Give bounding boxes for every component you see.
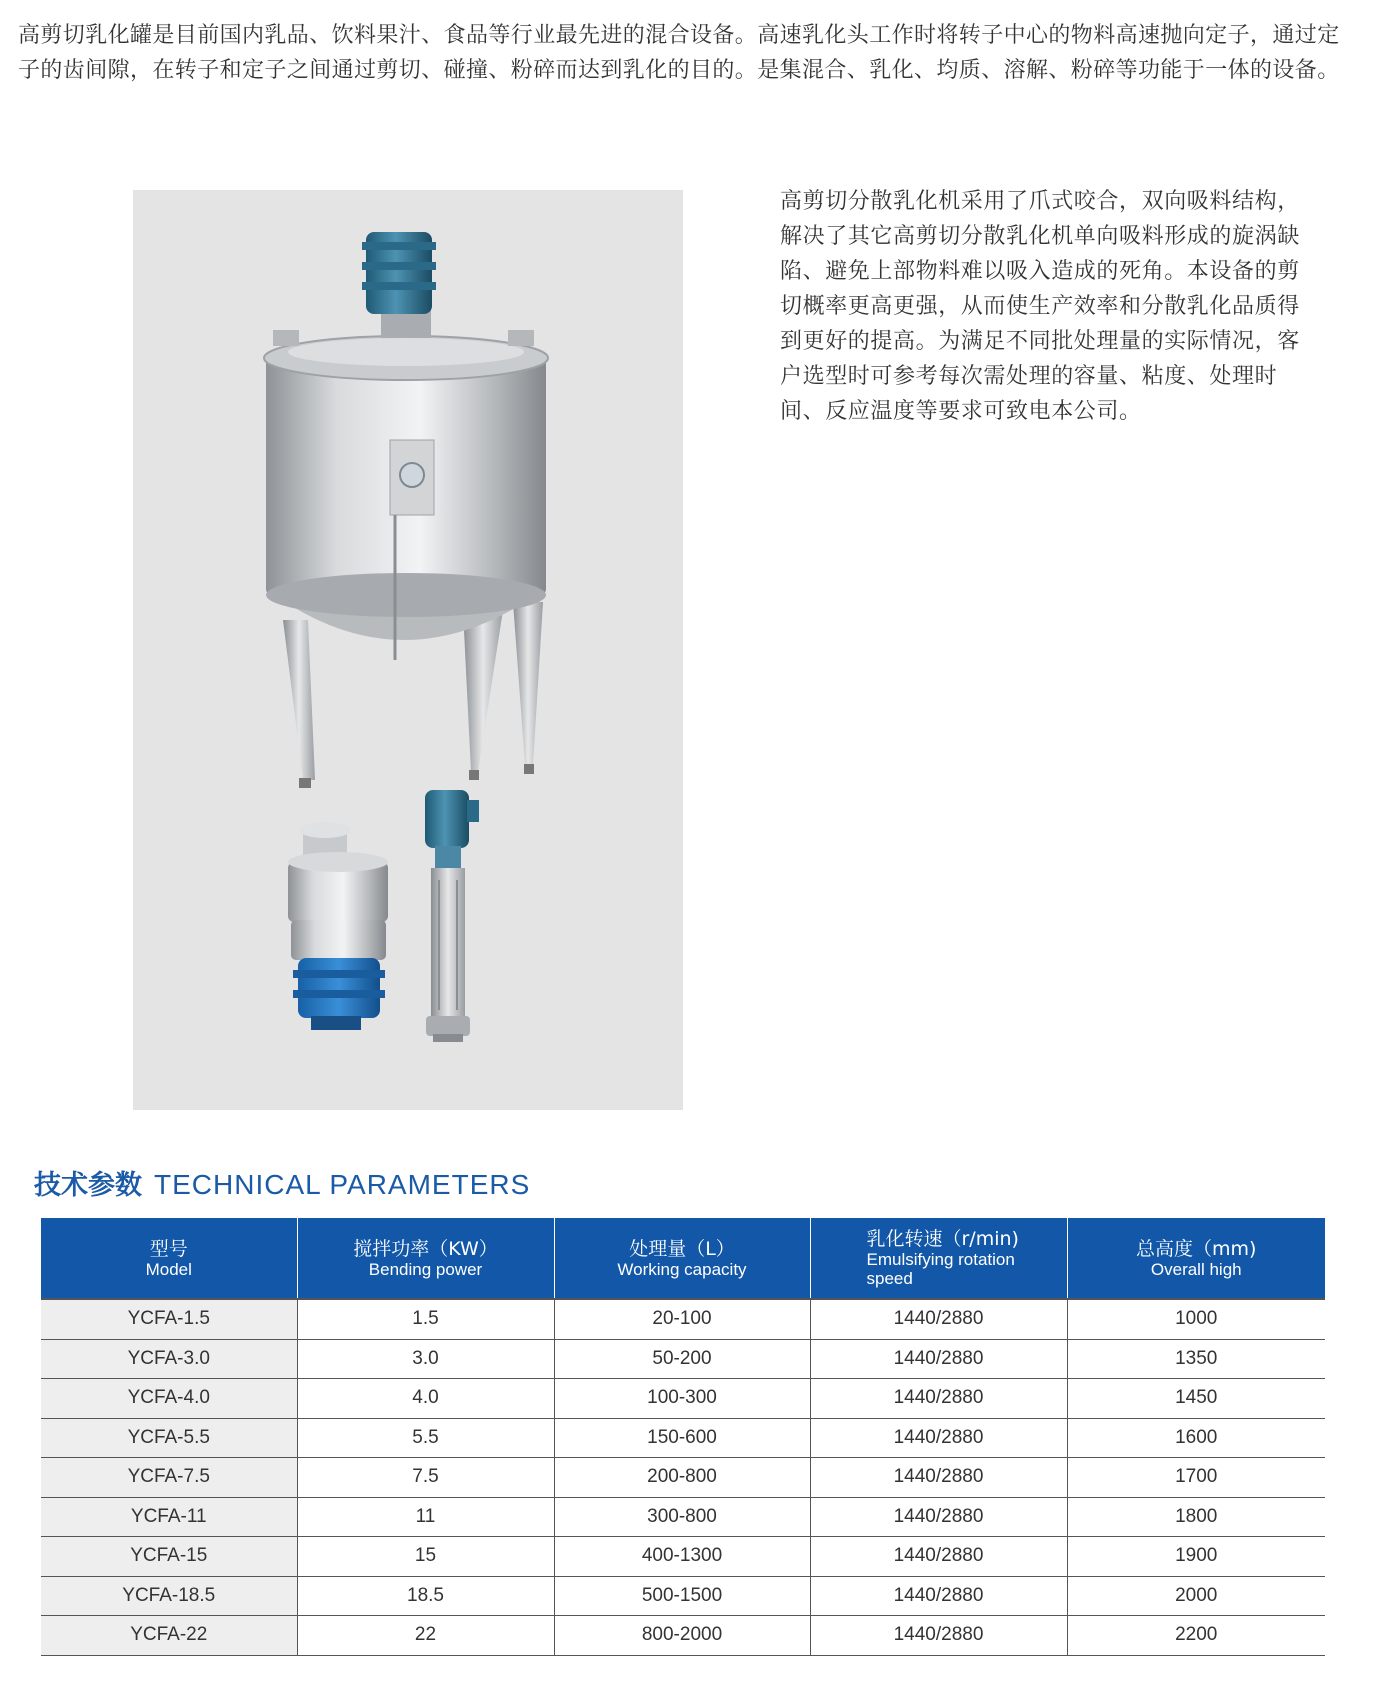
cell-capacity: 100-300 (554, 1379, 810, 1419)
cell-model: YCFA-3.0 (41, 1339, 297, 1379)
cell-height: 1600 (1067, 1418, 1325, 1458)
header-bending-power (297, 1218, 554, 1299)
cell-power: 5.5 (297, 1418, 554, 1458)
table-row (41, 1537, 1325, 1577)
cell-speed: 1440/2880 (810, 1616, 1067, 1656)
cell-power: 7.5 (297, 1458, 554, 1498)
cell-capacity: 200-800 (554, 1458, 810, 1498)
cell-model: YCFA-1.5 (41, 1299, 297, 1339)
cell-capacity: 300-800 (554, 1497, 810, 1537)
technical-parameters-table (41, 1218, 1325, 1656)
cell-height: 1700 (1067, 1458, 1325, 1498)
cell-speed: 1440/2880 (810, 1458, 1067, 1498)
header-working-capacity (554, 1218, 810, 1299)
table-row (41, 1497, 1325, 1537)
cell-model: YCFA-4.0 (41, 1379, 297, 1419)
cell-height: 1900 (1067, 1537, 1325, 1577)
cell-height: 1000 (1067, 1299, 1325, 1339)
cell-model: YCFA-18.5 (41, 1576, 297, 1616)
cell-height: 2000 (1067, 1576, 1325, 1616)
cell-height: 2200 (1067, 1616, 1325, 1656)
section-title-en: TECHNICAL PARAMETERS (154, 1169, 531, 1200)
product-photo (133, 190, 683, 1110)
cell-model: YCFA-11 (41, 1497, 297, 1537)
header-label-zh: 乳化转速（r/min) (866, 1228, 1019, 1250)
header-label-zh: 总高度（mm) (1136, 1237, 1257, 1260)
table-row (41, 1339, 1325, 1379)
cell-power: 15 (297, 1537, 554, 1577)
cell-speed: 1440/2880 (810, 1497, 1067, 1537)
cell-speed: 1440/2880 (810, 1418, 1067, 1458)
cell-speed: 1440/2880 (810, 1299, 1067, 1339)
header-rotation-speed (810, 1218, 1067, 1299)
header-label-en: Bending power (368, 1259, 483, 1279)
header-label-zh: 搅拌功率（KW） (353, 1237, 498, 1260)
header-label-en: Emulsifying rotation speed (866, 1250, 1015, 1288)
table-row (41, 1576, 1325, 1616)
cell-model: YCFA-22 (41, 1616, 297, 1656)
emulsifier-head-illustration (288, 822, 388, 1030)
cell-model: YCFA-5.5 (41, 1418, 297, 1458)
cell-capacity: 400-1300 (554, 1537, 810, 1577)
cell-power: 1.5 (297, 1299, 554, 1339)
header-overall-high (1067, 1218, 1325, 1299)
cell-model: YCFA-7.5 (41, 1458, 297, 1498)
cell-height: 1800 (1067, 1497, 1325, 1537)
header-label-en: Working capacity (617, 1259, 747, 1279)
section-title (34, 1163, 530, 1202)
cell-power: 18.5 (297, 1576, 554, 1616)
table-row (41, 1418, 1325, 1458)
description-paragraph: 高剪切分散乳化机采用了爪式咬合，双向吸料结构，解决了其它高剪切分散乳化机单向吸料形成的旋涡缺陷、避免上部物料难以吸入造成的死角。本设备的剪切概率更高更强，从而使生产效率和分散乳化品质得到更好的提高。为满足不同批处理量的实际情况，客户选型时可参考每次需处理的容量、粘度、处理时间、反应温度等要求可致电本公司。 (780, 189, 1300, 424)
cell-capacity: 50-200 (554, 1339, 810, 1379)
cell-power: 3.0 (297, 1339, 554, 1379)
table-row (41, 1299, 1325, 1339)
cell-speed: 1440/2880 (810, 1379, 1067, 1419)
cell-height: 1450 (1067, 1379, 1325, 1419)
cell-height: 1350 (1067, 1339, 1325, 1379)
header-label-zh: 型号 (149, 1237, 188, 1260)
header-label-zh: 处理量（L） (629, 1237, 735, 1260)
section-title-zh: 技术参数 (34, 1170, 142, 1201)
table-row (41, 1616, 1325, 1656)
cell-capacity: 20-100 (554, 1299, 810, 1339)
header-label-en: Model (145, 1259, 192, 1279)
cell-power: 4.0 (297, 1379, 554, 1419)
table-row (41, 1458, 1325, 1498)
table-header-row (41, 1218, 1325, 1299)
header-label-en: Overall high (1150, 1259, 1242, 1279)
cell-capacity: 800-2000 (554, 1616, 810, 1656)
table-row (41, 1379, 1325, 1419)
cell-speed: 1440/2880 (810, 1537, 1067, 1577)
cell-model: YCFA-15 (41, 1537, 297, 1577)
intro-paragraph: 高剪切乳化罐是目前国内乳品、饮料果汁、食品等行业最先进的混合设备。高速乳化头工作时将转子中心的物料高速抛向定子，通过定子的齿间隙，在转子和定子之间通过剪切、碰撞、粉碎而达到乳化的目的。是集混合、乳化、均质、溶解、粉碎等功能于一体的设备。 (18, 23, 1340, 83)
cell-capacity: 500-1500 (554, 1576, 810, 1616)
cell-power: 11 (297, 1497, 554, 1537)
cell-speed: 1440/2880 (810, 1576, 1067, 1616)
inline-emulsifier-illustration (425, 790, 479, 1042)
emulsifying-tank-illustration (264, 232, 548, 788)
cell-capacity: 150-600 (554, 1418, 810, 1458)
cell-power: 22 (297, 1616, 554, 1656)
cell-speed: 1440/2880 (810, 1339, 1067, 1379)
header-model (41, 1218, 297, 1299)
